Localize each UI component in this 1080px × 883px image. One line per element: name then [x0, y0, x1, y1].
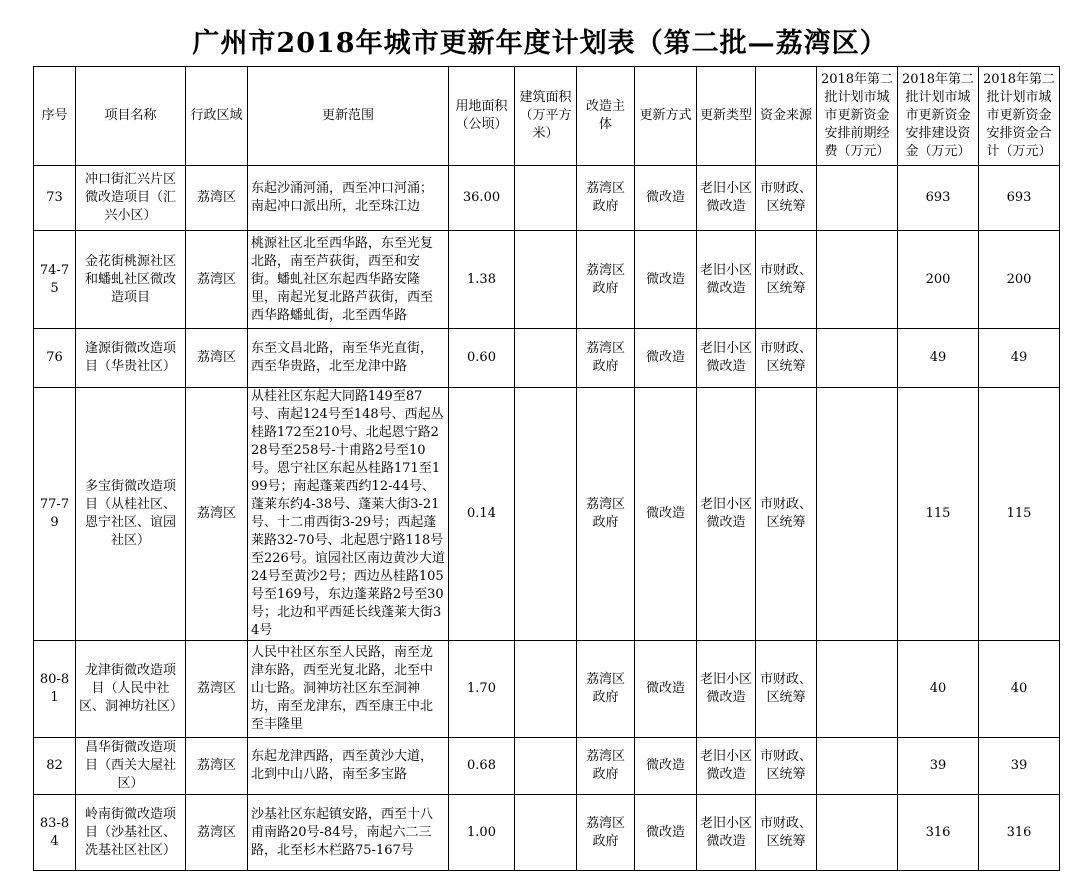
- cell-build-fund: 200: [898, 231, 979, 329]
- table-row: [34, 795, 1060, 871]
- cell-seq: 77-79: [34, 388, 76, 641]
- cell-seq: 74-75: [34, 231, 76, 329]
- cell-method: 微改造: [635, 641, 697, 738]
- header-name: 项目名称: [76, 67, 186, 166]
- cell-subject: 荔湾区政府: [577, 329, 635, 388]
- cell-land-area: 36.00: [449, 166, 515, 231]
- cell-prelim-fund: [817, 641, 898, 738]
- cell-name: 岭南街微改造项目（沙基社区、冼基社区社区）: [76, 795, 186, 871]
- cell-seq: 80-81: [34, 641, 76, 738]
- header-fund-source: 资金来源: [756, 67, 817, 166]
- cell-fund-source: 市财政、区统筹: [756, 166, 817, 231]
- cell-method: 微改造: [635, 795, 697, 871]
- cell-build-fund: 40: [898, 641, 979, 738]
- cell-scope: 东起沙涌河涌，西至冲口河涌；南起冲口派出所，北至珠江边: [248, 166, 449, 231]
- cell-total-fund: 693: [979, 166, 1060, 231]
- cell-district: 荔湾区: [186, 329, 248, 388]
- cell-build-area: [515, 738, 577, 795]
- cell-scope: 桃源社区北至西华路，东至光复北路，南至芦荻街，西至和安街。蟠虬社区东起西华路安隆里，南起光复北路芦荻街，西至西华路蟠虬街，北至西华路: [248, 231, 449, 329]
- cell-method: 微改造: [635, 738, 697, 795]
- header-method: 更新方式: [635, 67, 697, 166]
- cell-method: 微改造: [635, 231, 697, 329]
- page-title: 广州市2018年城市更新年度计划表（第二批—荔湾区）: [192, 28, 888, 59]
- cell-type: 老旧小区微改造: [697, 329, 756, 388]
- cell-build-area: [515, 166, 577, 231]
- cell-name: 逢源街微改造项目（华贵社区）: [76, 329, 186, 388]
- cell-subject: 荔湾区政府: [577, 641, 635, 738]
- cell-scope: 从桂社区东起大同路149至87号、南起124号至148号、西起丛桂路172至210号、北起恩宁路228号至258号-十甫路2号至10号。恩宁社区东起丛桂路171至199号；南起蓬莱西约12-44号、蓬莱东约4-38号、蓬莱大街3-21号、十二甫西街3-29号；西起蓬莱路32-70号、北起恩宁路118号至226号。谊园社区南边黄沙大道24号至黄沙2号；西边丛桂路105号至169号，东边蓬莱路2号至30号；北边和平西延长线蓬莱大街34号: [248, 388, 449, 641]
- cell-seq: 82: [34, 738, 76, 795]
- cell-fund-source: 市财政、区统筹: [756, 231, 817, 329]
- cell-subject: 荔湾区政府: [577, 231, 635, 329]
- cell-name: 多宝街微改造项目（从桂社区、恩宁社区、谊园社区）: [76, 388, 186, 641]
- table-row: [34, 329, 1060, 388]
- cell-prelim-fund: [817, 231, 898, 329]
- cell-method: 微改造: [635, 166, 697, 231]
- cell-type: 老旧小区微改造: [697, 166, 756, 231]
- cell-total-fund: 200: [979, 231, 1060, 329]
- header-subject: 改造主体: [577, 67, 635, 166]
- cell-type: 老旧小区微改造: [697, 641, 756, 738]
- cell-seq: 76: [34, 329, 76, 388]
- cell-build-fund: 693: [898, 166, 979, 231]
- cell-land-area: 1.38: [449, 231, 515, 329]
- cell-fund-source: 市财政、区统筹: [756, 388, 817, 641]
- cell-fund-source: 市财政、区统筹: [756, 795, 817, 871]
- header-scope: 更新范围: [248, 67, 449, 166]
- cell-build-area: [515, 388, 577, 641]
- cell-prelim-fund: [817, 795, 898, 871]
- cell-build-fund: 39: [898, 738, 979, 795]
- cell-district: 荔湾区: [186, 641, 248, 738]
- cell-fund-source: 市财政、区统筹: [756, 329, 817, 388]
- cell-build-fund: 115: [898, 388, 979, 641]
- cell-seq: 83-84: [34, 795, 76, 871]
- cell-total-fund: 49: [979, 329, 1060, 388]
- cell-total-fund: 40: [979, 641, 1060, 738]
- cell-scope: 东起龙津西路，西至黄沙大道，北到中山八路，南至多宝路: [248, 738, 449, 795]
- cell-build-area: [515, 795, 577, 871]
- cell-name: 金花街桃源社区和蟠虬社区微改造项目: [76, 231, 186, 329]
- cell-build-fund: 316: [898, 795, 979, 871]
- table-row: [34, 738, 1060, 795]
- cell-district: 荔湾区: [186, 231, 248, 329]
- cell-prelim-fund: [817, 329, 898, 388]
- cell-seq: 73: [34, 166, 76, 231]
- cell-total-fund: 39: [979, 738, 1060, 795]
- header-seq: 序号: [34, 67, 76, 166]
- cell-prelim-fund: [817, 388, 898, 641]
- cell-type: 老旧小区微改造: [697, 738, 756, 795]
- cell-district: 荔湾区: [186, 166, 248, 231]
- cell-land-area: 0.60: [449, 329, 515, 388]
- header-district: 行政区域: [186, 67, 248, 166]
- cell-method: 微改造: [635, 388, 697, 641]
- header-type: 更新类型: [697, 67, 756, 166]
- cell-scope: 沙基社区东起镇安路，西至十八甫南路20号-84号，南起六二三路，北至杉木栏路75-167号: [248, 795, 449, 871]
- header-total-fund: 2018年第二批计划市城市更新资金安排资金合计（万元）: [979, 67, 1060, 166]
- cell-scope: 人民中社区东至人民路，南至龙津东路，西至光复北路，北至中山七路。洞神坊社区东至洞神坊，南至龙津东，西至康王中北至丰隆里: [248, 641, 449, 738]
- cell-subject: 荔湾区政府: [577, 388, 635, 641]
- table-row: [34, 641, 1060, 738]
- cell-district: 荔湾区: [186, 795, 248, 871]
- table-row: [34, 388, 1060, 641]
- cell-build-area: [515, 231, 577, 329]
- cell-subject: 荔湾区政府: [577, 795, 635, 871]
- cell-build-area: [515, 329, 577, 388]
- header-build-area: 建筑面积（万平方米）: [515, 67, 577, 166]
- cell-land-area: 1.00: [449, 795, 515, 871]
- cell-total-fund: 316: [979, 795, 1060, 871]
- table-row: [34, 231, 1060, 329]
- header-build-fund: 2018年第二批计划市城市更新资金安排建设资金（万元）: [898, 67, 979, 166]
- cell-method: 微改造: [635, 329, 697, 388]
- header-row: [34, 67, 1060, 166]
- cell-type: 老旧小区微改造: [697, 231, 756, 329]
- table-row: [34, 166, 1060, 231]
- cell-land-area: 0.14: [449, 388, 515, 641]
- cell-name: 龙津街微改造项目（人民中社区、洞神坊社区）: [76, 641, 186, 738]
- cell-type: 老旧小区微改造: [697, 388, 756, 641]
- cell-total-fund: 115: [979, 388, 1060, 641]
- header-land-area: 用地面积（公顷）: [449, 67, 515, 166]
- cell-subject: 荔湾区政府: [577, 738, 635, 795]
- cell-type: 老旧小区微改造: [697, 795, 756, 871]
- cell-fund-source: 市财政、区统筹: [756, 641, 817, 738]
- cell-district: 荔湾区: [186, 388, 248, 641]
- cell-land-area: 1.70: [449, 641, 515, 738]
- header-prelim-fund: 2018年第二批计划市城市更新资金安排前期经费（万元）: [817, 67, 898, 166]
- cell-name: 冲口街汇兴片区微改造项目（汇兴小区）: [76, 166, 186, 231]
- cell-district: 荔湾区: [186, 738, 248, 795]
- cell-prelim-fund: [817, 738, 898, 795]
- cell-land-area: 0.68: [449, 738, 515, 795]
- plan-table: [33, 66, 1060, 871]
- cell-subject: 荔湾区政府: [577, 166, 635, 231]
- cell-name: 昌华街微改造项目（西关大屋社区）: [76, 738, 186, 795]
- cell-build-area: [515, 641, 577, 738]
- cell-prelim-fund: [817, 166, 898, 231]
- cell-scope: 东至文昌北路，南至华光直街，西至华贵路，北至龙津中路: [248, 329, 449, 388]
- cell-build-fund: 49: [898, 329, 979, 388]
- cell-fund-source: 市财政、区统筹: [756, 738, 817, 795]
